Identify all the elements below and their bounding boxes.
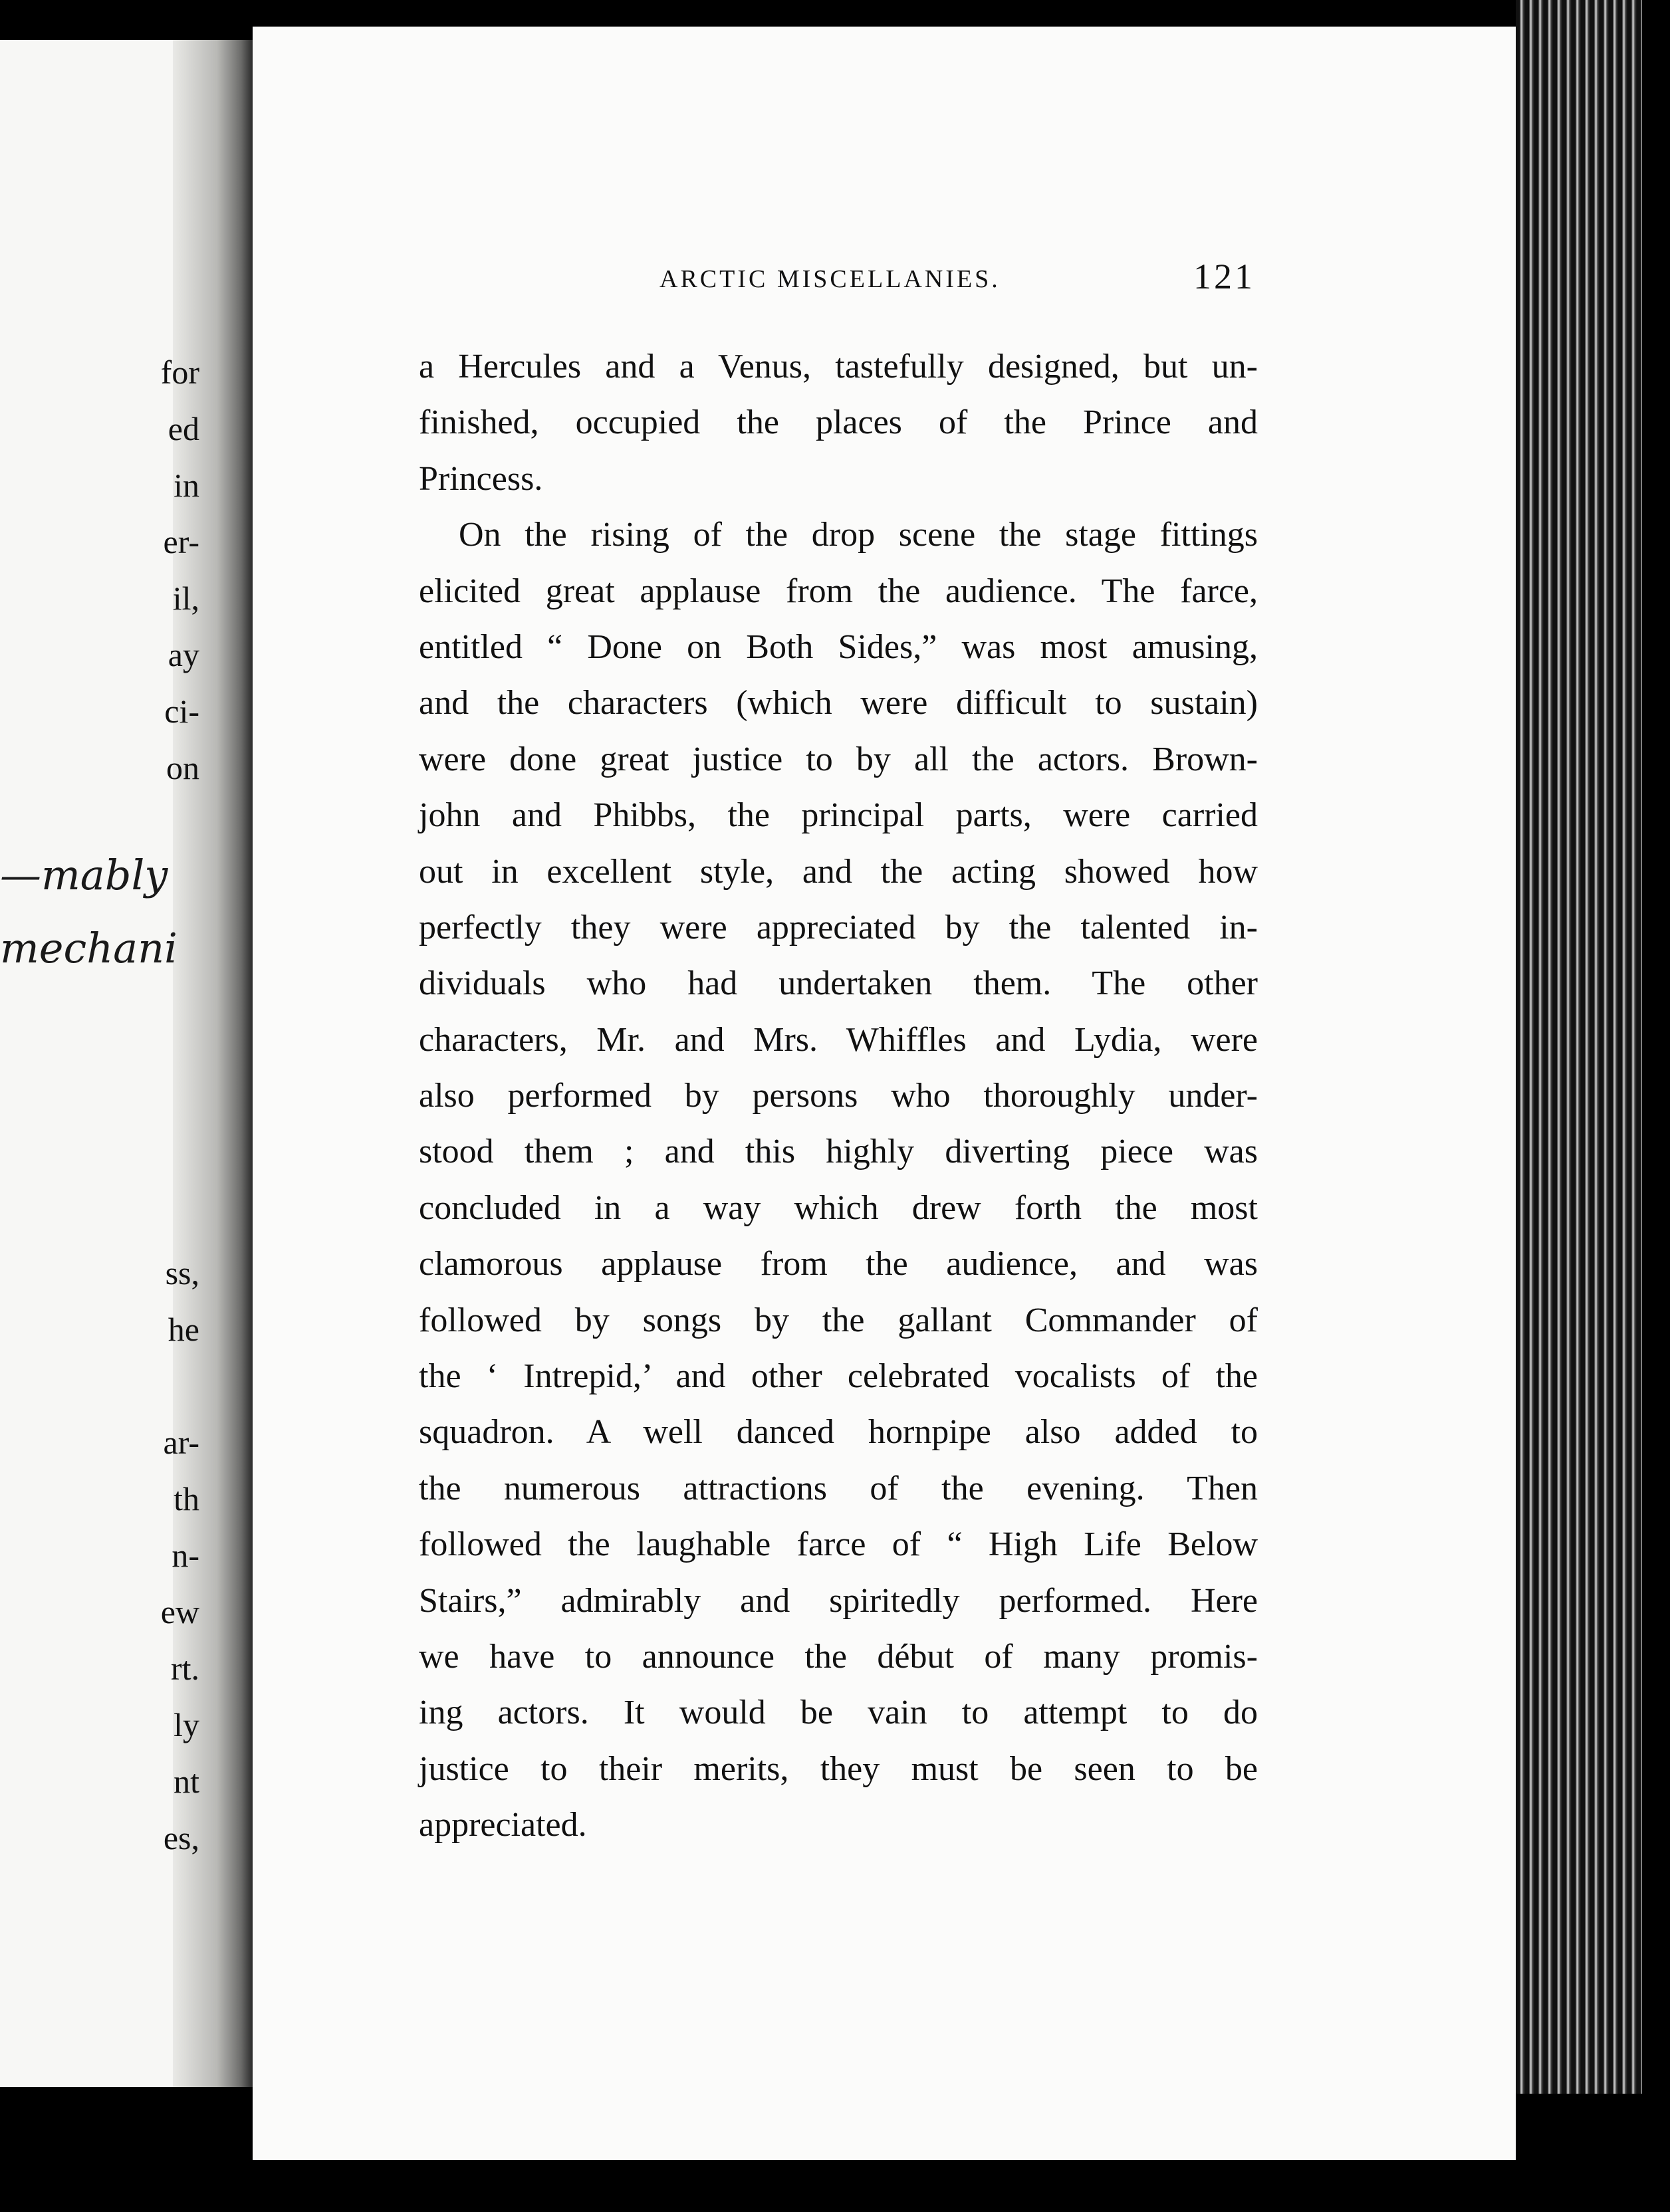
text-line: concluded in a way which drew forth the most <box>419 1188 1258 1227</box>
left-page-line: he <box>168 1311 199 1348</box>
page-number: 121 <box>1193 257 1255 296</box>
text-line: dividuals who had undertaken them. The other <box>419 964 1258 1003</box>
left-page <box>0 40 253 2087</box>
left-page-line: n- <box>172 1537 199 1574</box>
left-page-line: ly <box>174 1706 199 1743</box>
text-line: followed the laughable farce of “ High Life Below <box>419 1525 1258 1564</box>
left-page-line: for <box>160 354 199 391</box>
left-page-line: ay <box>168 636 199 673</box>
text-line: out in excellent style, and the acting showed how <box>419 852 1258 891</box>
text-line: Princess. <box>419 459 543 498</box>
left-page-line: ar- <box>163 1424 199 1461</box>
text-line: a Hercules and a Venus, tastefully designed, but un- <box>419 348 1258 386</box>
text-line: the numerous attractions of the evening. Then <box>419 1469 1258 1507</box>
text-line: squadron. A well danced hornpipe also added to <box>419 1413 1258 1452</box>
text-line: Stairs,” admirably and spiritedly performed. Here <box>419 1581 1258 1620</box>
text-line: stood them ; and this highly diverting piece was <box>419 1133 1258 1171</box>
text-line: followed by songs by the gallant Commander of <box>419 1301 1258 1339</box>
handwritten-note: mechani <box>0 924 178 972</box>
left-page-line: rt. <box>170 1650 199 1687</box>
left-page-line: th <box>174 1480 199 1517</box>
left-page-line: ew <box>160 1593 199 1630</box>
text-line: and the characters (which were difficult to sustain) <box>419 684 1258 722</box>
body-text <box>419 339 1258 1854</box>
text-line: we have to announce the début of many promis- <box>419 1637 1258 1676</box>
text-line: elicited great applause from the audience. The farce, <box>419 572 1258 610</box>
text-line: On the rising of the drop scene the stage fittings <box>459 516 1258 554</box>
left-page-line: ss, <box>165 1254 199 1291</box>
handwritten-note: —mably <box>0 851 168 899</box>
scan-border <box>1642 0 1670 2212</box>
text-line: john and Phibbs, the principal parts, were carried <box>419 796 1258 835</box>
left-page-line: es, <box>163 1819 199 1856</box>
text-line: characters, Mr. and Mrs. Whiffles and Lydia, were <box>419 1020 1258 1059</box>
text-line: perfectly they were appreciated by the talented in- <box>419 908 1258 946</box>
left-page-line: ci- <box>164 693 199 730</box>
text-line: entitled “ Done on Both Sides,” was most amusing, <box>419 627 1258 666</box>
left-page-line: nt <box>174 1763 199 1800</box>
left-page-line: il, <box>172 580 199 617</box>
left-page-line: on <box>166 749 199 786</box>
text-line: ing actors. It would be vain to attempt to do <box>419 1694 1258 1732</box>
running-head: ARCTIC MISCELLANIES. <box>659 265 1001 293</box>
left-page-line: in <box>174 467 199 504</box>
left-page-line: ed <box>168 410 199 447</box>
text-line: finished, occupied the places of the Prince and <box>419 403 1258 442</box>
left-page-line: er- <box>163 523 199 560</box>
text-line: justice to their merits, they must be seen to be <box>419 1749 1258 1788</box>
text-line: the ‘ Intrepid,’ and other celebrated vocalists of the <box>419 1357 1258 1396</box>
text-line: clamorous applause from the audience, and was <box>419 1245 1258 1283</box>
text-line: appreciated. <box>419 1806 587 1844</box>
text-line: were done great justice to by all the actors. Brown- <box>419 740 1258 778</box>
text-line: also performed by persons who thoroughly under- <box>419 1077 1258 1115</box>
